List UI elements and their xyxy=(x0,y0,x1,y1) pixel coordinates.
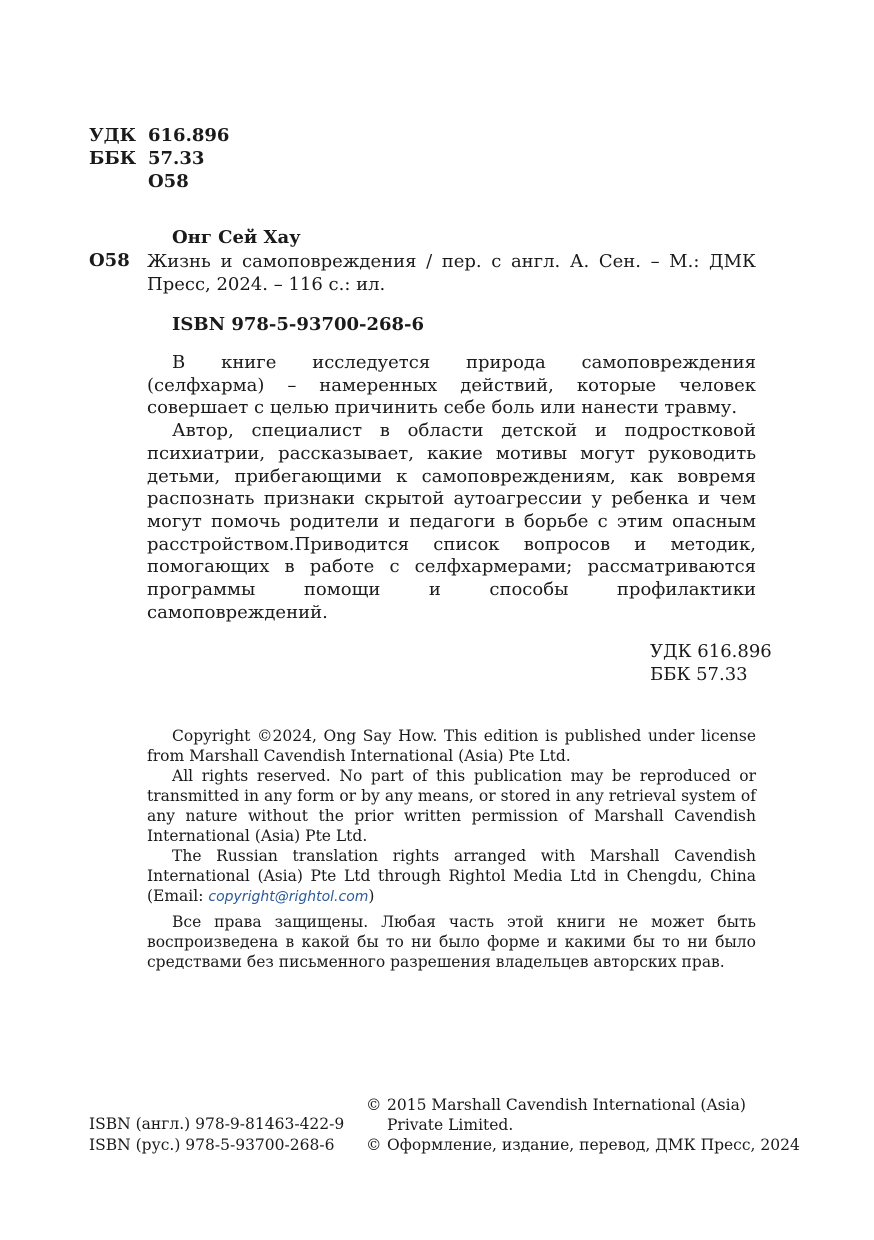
isbn-english: ISBN (англ.) 978-9-81463-422-9 xyxy=(89,1115,345,1133)
rights-holder-line xyxy=(366,1115,800,1135)
copyright-symbol: © xyxy=(366,1136,382,1154)
translation-rights-text: The Russian translation rights arranged with Marshall Cavendish International (Asia) Pte Ltd through Rightol Media Ltd in Chengdu, China (Email: xyxy=(147,847,756,905)
code-value: 616.896 xyxy=(148,125,230,146)
bibliographic-description: Жизнь и самоповреждения / пер. с англ. А. Сен. – М.: ДМК Пресс, 2024. – 116 с.: ил. xyxy=(147,251,756,295)
rights-holder-line xyxy=(366,1095,800,1115)
copyright-english xyxy=(147,726,756,907)
rights-holders xyxy=(366,1095,800,1155)
copyright-symbol xyxy=(366,1115,387,1135)
code-value: О58 xyxy=(148,171,189,192)
index-codes xyxy=(650,640,772,686)
author-sign-row xyxy=(89,170,229,193)
rights-russian xyxy=(147,912,756,972)
copyright-paragraph xyxy=(147,846,756,907)
isbn-list xyxy=(89,1114,344,1156)
email-link[interactable]: copyright@rightol.com xyxy=(208,889,369,905)
rights-holder-line xyxy=(366,1135,800,1155)
author-name: Онг Сей Хау xyxy=(172,227,301,248)
rights-holder-text: Оформление, издание, перевод, ДМК Пресс, 2024 xyxy=(387,1136,800,1154)
udk-row xyxy=(89,124,229,147)
udk-index: УДК 616.896 xyxy=(650,641,772,662)
rights-holder-text: 2015 Marshall Cavendish International (Asia) xyxy=(387,1096,746,1114)
isbn-main: ISBN 978-5-93700-268-6 xyxy=(172,314,425,335)
code-key: ББК xyxy=(89,148,137,169)
copyright-paragraph: All rights reserved. No part of this publication may be reproduced or transmitted in any form or by any means, or stored in any retrieval system of any nature without the prior written permission of Marshall Cavendish International (Asia) Pte Ltd. xyxy=(147,767,756,845)
isbn-russian: ISBN (рус.) 978-5-93700-268-6 xyxy=(89,1136,335,1154)
bbk-row xyxy=(89,147,229,170)
rights-holder-text: Private Limited. xyxy=(387,1116,514,1134)
rights-paragraph: Все права защищены. Любая часть этой книги не может быть воспроизведена в какой бы то ни было форме и какими бы то ни было средствами без письменного разрешения владельцев авторских прав. xyxy=(147,913,756,971)
classification-codes xyxy=(89,124,229,193)
annotation-paragraph: В книге исследуется природа самоповреждения (селфхарма) – намеренных действий, которые человек совершает с целью причинить себе боль или нанести травму. xyxy=(147,352,756,419)
code-key xyxy=(89,170,148,193)
code-value: 57.33 xyxy=(148,148,205,169)
copyright-symbol: © xyxy=(366,1096,382,1114)
code-key: УДК xyxy=(89,125,136,146)
annotation xyxy=(147,352,756,624)
bbk-index: ББК 57.33 xyxy=(650,664,748,685)
copyright-paragraph: Copyright ©2024, Ong Say How. This edition is published under license from Marshall Cavendish International (Asia) Pte Ltd. xyxy=(147,727,756,765)
annotation-paragraph: Автор, специалист в области детской и подростковой психиатрии, рассказывает, какие мотивы могут руководить детьми, прибегающими к самоповреждениям, как вовремя распознать признаки скрытой аутоагрессии у ребенка и чем могут помочь родители и педагоги в борьбе с этим опасным расстройством.Приводится список вопросов и методик, помогающих в работе с селфхармерами; рассматриваются программы помощи и способы профилактики самоповреждений. xyxy=(147,420,756,623)
catalog-code: О58 xyxy=(89,250,130,271)
closing-paren: ) xyxy=(368,887,375,905)
